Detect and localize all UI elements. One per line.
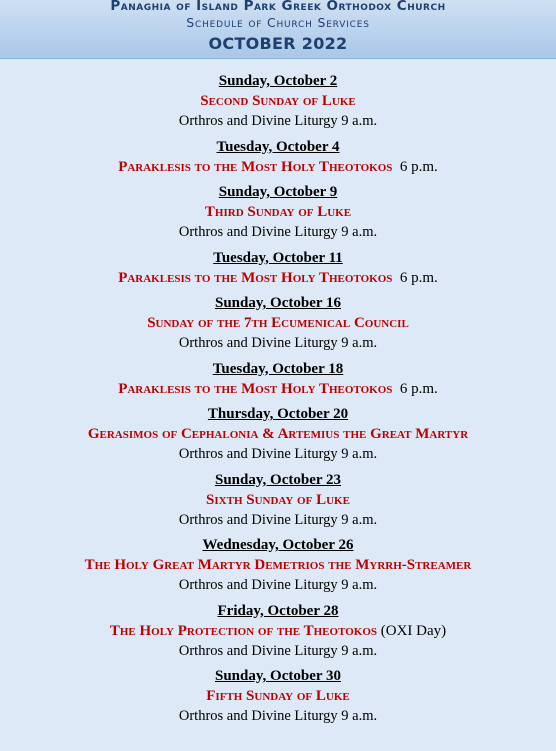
schedule-entry (0, 666, 556, 726)
entry-time: 6 p.m. (399, 158, 438, 175)
entry-date: Wednesday, October 26 (202, 537, 354, 553)
entry-service: Orthros and Divine Liturgy 9 a.m. (178, 335, 378, 351)
entry-date: Thursday, October 20 (207, 406, 349, 422)
entry-feast-name: Paraklesis to the Most Holy Theotokos (118, 380, 393, 397)
entry-feast (0, 490, 556, 510)
page-header (0, 0, 556, 59)
schedule-entry (0, 404, 556, 464)
month-title: OCTOBER 2022 (208, 34, 348, 53)
schedule-entry (0, 359, 556, 399)
entry-date: Sunday, October 9 (218, 184, 338, 200)
entry-feast (0, 424, 556, 444)
entry-date: Sunday, October 30 (215, 668, 341, 684)
entry-service: Orthros and Divine Liturgy 9 a.m. (178, 446, 378, 462)
entry-feast-name: Paraklesis to the Most Holy Theotokos (118, 269, 393, 286)
entry-feast (0, 202, 556, 222)
schedule-entry (0, 248, 556, 288)
schedule-entry (0, 535, 556, 595)
entry-feast (0, 621, 556, 641)
entry-service: Orthros and Divine Liturgy 9 a.m. (178, 708, 378, 724)
schedule-subtitle: Schedule of Church Services (186, 15, 370, 30)
schedule-entry (0, 293, 556, 353)
entry-date: Sunday, October 16 (215, 295, 341, 311)
entry-feast-name: Sunday of the 7th Ecumenical Council (147, 315, 409, 331)
entry-feast-name: Gerasimos of Cephalonia & Artemius the Great Martyr (87, 426, 469, 442)
entry-date: Sunday, October 23 (215, 471, 341, 488)
entry-feast-name: The Holy Great Martyr Demetrios the Myrrh-Streamer (84, 557, 472, 573)
schedule-entry (0, 137, 556, 177)
entry-feast-name: Paraklesis to the Most Holy Theotokos (118, 158, 393, 175)
entry-service: Orthros and Divine Liturgy 9 a.m. (178, 113, 378, 129)
schedule-list (0, 59, 556, 726)
entry-feast (0, 379, 556, 399)
entry-feast-note: (OXI Day) (380, 622, 447, 639)
schedule-entry (0, 182, 556, 242)
entry-feast-name: Fifth Sunday of Luke (206, 688, 350, 704)
schedule-entry (0, 470, 556, 530)
schedule-entry (0, 601, 556, 661)
entry-date: Sunday, October 2 (218, 73, 338, 89)
schedule-entry (0, 71, 556, 131)
entry-feast (0, 555, 556, 575)
entry-service: Orthros and Divine Liturgy 9 a.m. (178, 642, 378, 659)
entry-feast (0, 91, 556, 111)
entry-date: Tuesday, October 4 (216, 138, 340, 155)
entry-feast (0, 686, 556, 706)
entry-time: 6 p.m. (399, 380, 438, 397)
entry-feast-name: Second Sunday of Luke (200, 93, 356, 109)
entry-feast (0, 157, 556, 177)
entry-date: Tuesday, October 18 (212, 360, 344, 377)
entry-feast-name: Sixth Sunday of Luke (206, 491, 350, 508)
entry-date: Tuesday, October 11 (213, 249, 343, 266)
entry-service: Orthros and Divine Liturgy 9 a.m. (178, 577, 378, 593)
entry-feast-name: Third Sunday of Luke (204, 204, 352, 220)
entry-date: Friday, October 28 (217, 602, 339, 619)
entry-feast (0, 313, 556, 333)
entry-time: 6 p.m. (399, 269, 438, 286)
entry-service: Orthros and Divine Liturgy 9 a.m. (178, 224, 378, 240)
entry-feast-name: The Holy Protection of the Theotokos (109, 622, 377, 639)
entry-service: Orthros and Divine Liturgy 9 a.m. (178, 511, 378, 528)
entry-feast (0, 268, 556, 288)
church-name: Panaghia of Island Park Greek Orthodox Church (110, 0, 446, 14)
